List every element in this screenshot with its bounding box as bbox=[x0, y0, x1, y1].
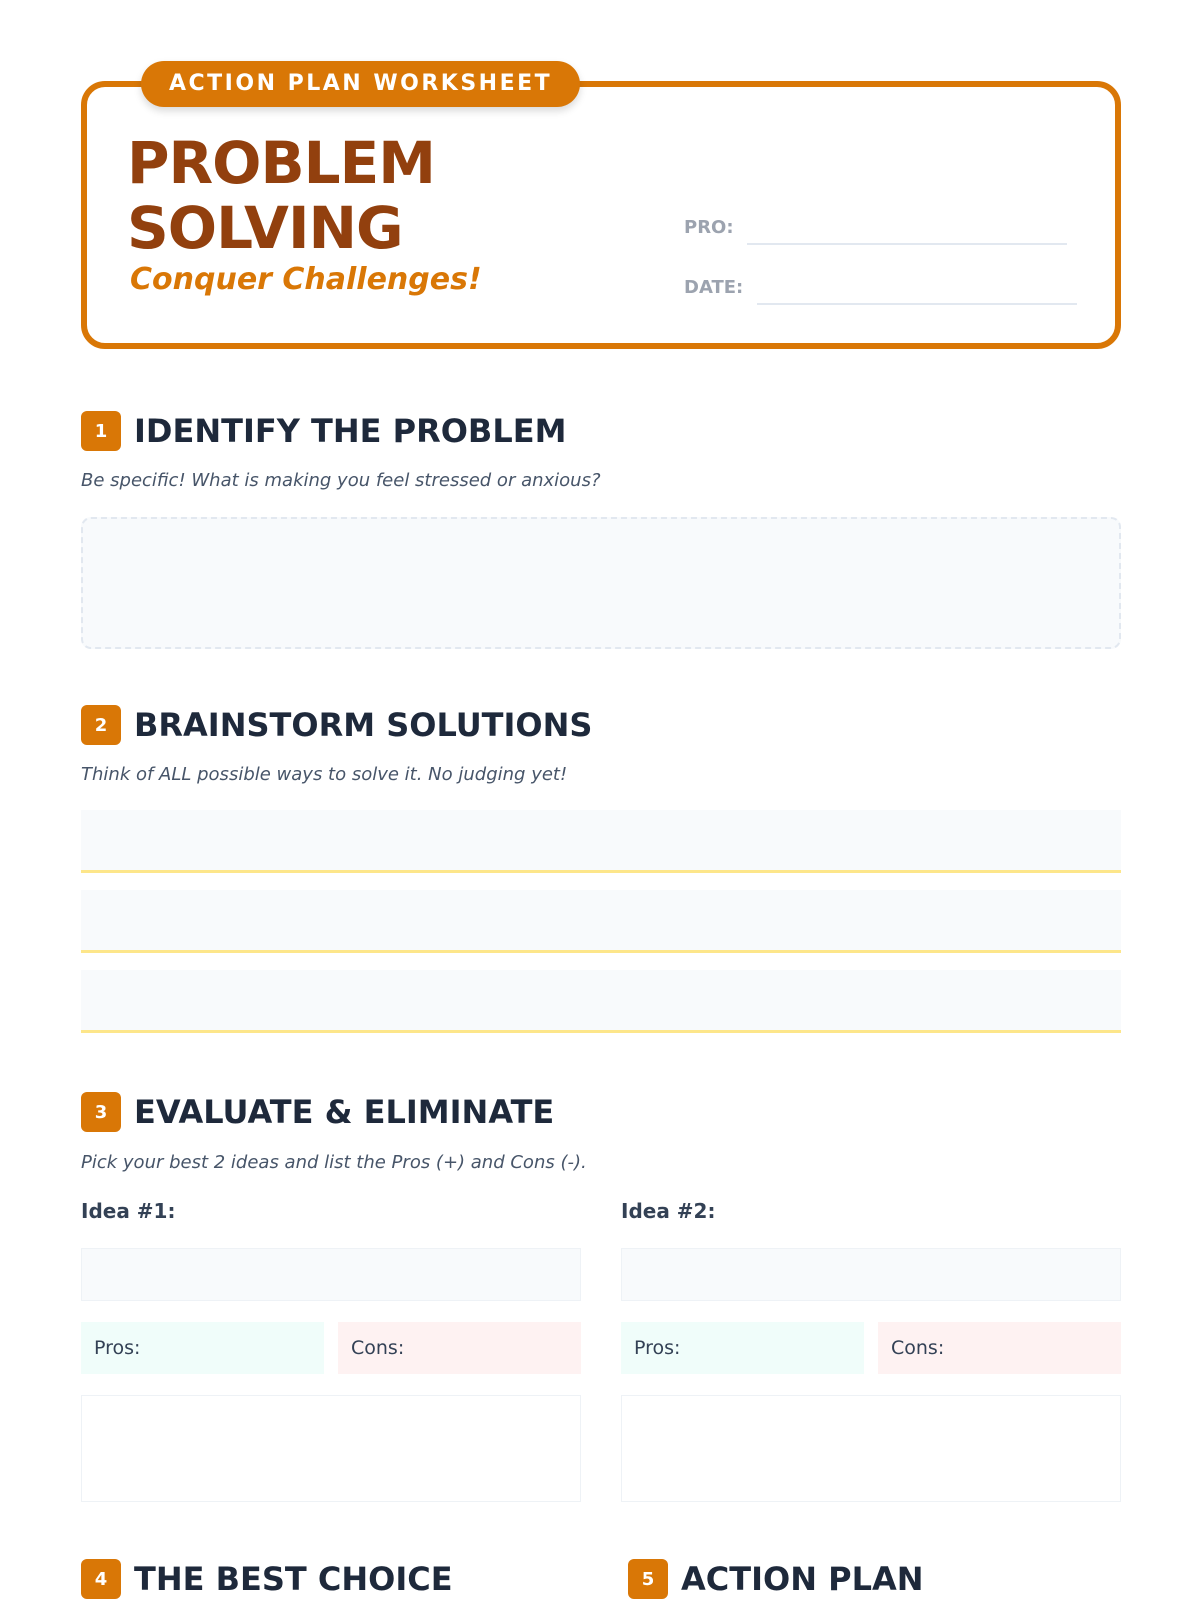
idea-2-pros-cons-notes[interactable] bbox=[621, 1395, 1121, 1502]
idea-1-input[interactable] bbox=[81, 1248, 581, 1301]
problem-text-area[interactable] bbox=[81, 517, 1121, 649]
section-3-hint: Pick your best 2 ideas and list the Pros (+) and Cons (-). bbox=[81, 1152, 587, 1173]
pro-input-line[interactable] bbox=[747, 243, 1067, 245]
idea-1-pros-label: Pros: bbox=[81, 1322, 324, 1374]
section-5-number-badge: 5 bbox=[628, 1559, 668, 1599]
section-2-number-badge: 2 bbox=[81, 705, 121, 745]
section-3-title: EVALUATE & ELIMINATE bbox=[134, 1093, 555, 1131]
section-1-title: IDENTIFY THE PROBLEM bbox=[134, 412, 567, 450]
page-subtitle: Conquer Challenges! bbox=[130, 262, 482, 297]
page-title-line-2: SOLVING bbox=[127, 194, 403, 262]
idea-2-pros-label: Pros: bbox=[621, 1322, 864, 1374]
section-5-title: ACTION PLAN bbox=[681, 1560, 924, 1598]
worksheet-tab-label: ACTION PLAN WORKSHEET bbox=[141, 61, 580, 107]
section-1-number-badge: 1 bbox=[81, 411, 121, 451]
date-input-line[interactable] bbox=[757, 303, 1077, 305]
brainstorm-line-3[interactable] bbox=[81, 970, 1121, 1033]
section-2-hint: Think of ALL possible ways to solve it. No judging yet! bbox=[81, 764, 568, 785]
idea-1-cons-label: Cons: bbox=[338, 1322, 581, 1374]
pro-label: PRO: bbox=[684, 217, 734, 238]
idea-1-pros-cons-notes[interactable] bbox=[81, 1395, 581, 1502]
section-4-number-badge: 4 bbox=[81, 1559, 121, 1599]
idea-1-label: Idea #1: bbox=[81, 1199, 176, 1223]
idea-2-label: Idea #2: bbox=[621, 1199, 716, 1223]
section-2-title: BRAINSTORM SOLUTIONS bbox=[134, 706, 593, 744]
idea-2-cons-label: Cons: bbox=[878, 1322, 1121, 1374]
idea-2-input[interactable] bbox=[621, 1248, 1121, 1301]
brainstorm-line-2[interactable] bbox=[81, 890, 1121, 953]
date-label: DATE: bbox=[684, 277, 744, 298]
section-3-number-badge: 3 bbox=[81, 1092, 121, 1132]
brainstorm-line-1[interactable] bbox=[81, 810, 1121, 873]
section-1-hint: Be specific! What is making you feel stressed or anxious? bbox=[81, 470, 601, 491]
page-title-line-1: PROBLEM bbox=[127, 129, 435, 197]
section-4-title: THE BEST CHOICE bbox=[134, 1560, 453, 1598]
